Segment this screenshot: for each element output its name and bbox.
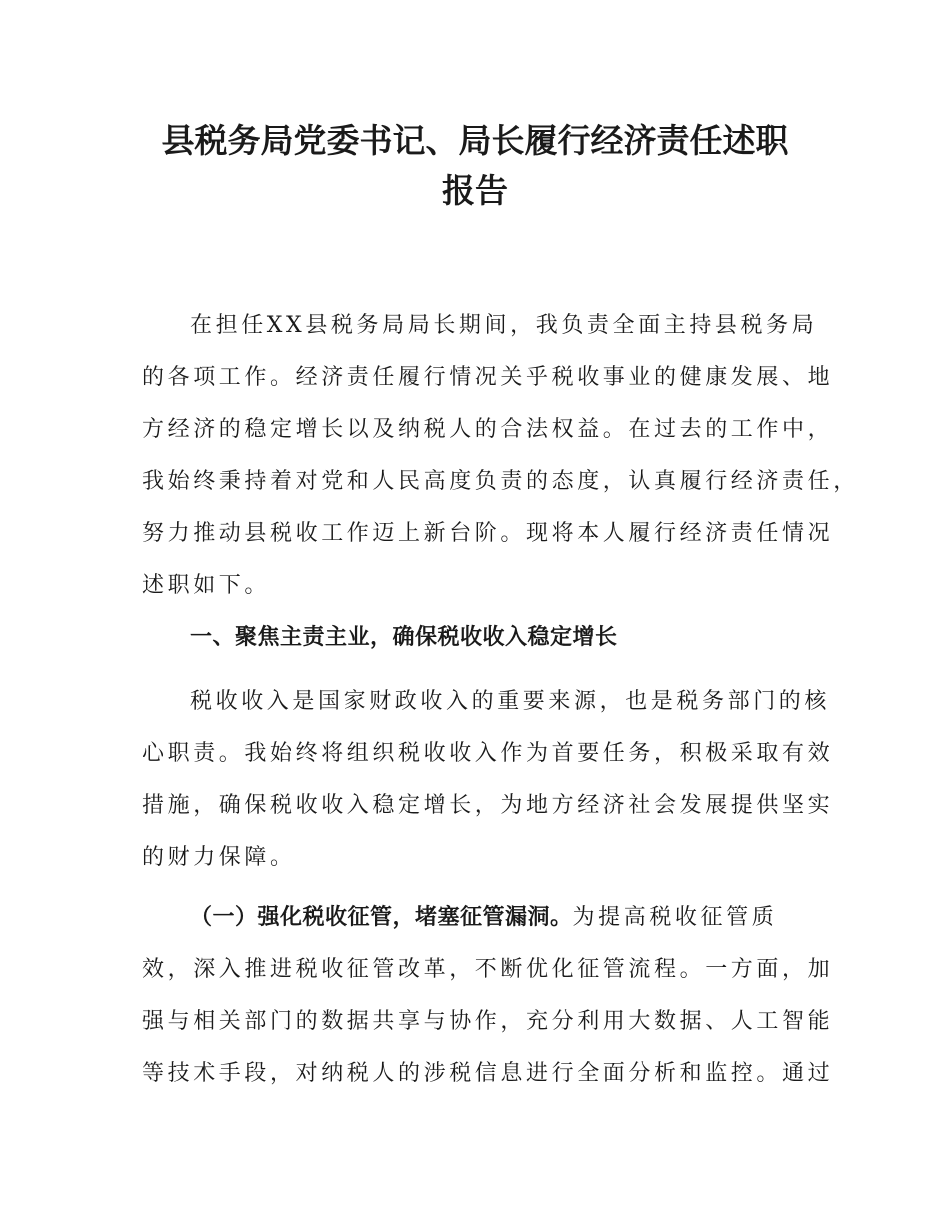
document-title-line-1: 县税务局党委书记、局长履行经济责任述职 <box>161 121 789 160</box>
paragraph-line: 等技术手段，对纳税人的涉税信息进行全面分析和监控。通过 <box>142 1061 834 1086</box>
intro-paragraph <box>142 300 859 612</box>
paragraph-line: 效，深入推进税收征管改革，不断优化征管流程。一方面，加 <box>142 957 834 982</box>
paragraph-line: 我始终秉持着对党和人民高度负责的态度，认真履行经济责任， <box>142 469 859 494</box>
paragraph-line: 方经济的稳定增长以及纳税人的合法权益。在过去的工作中， <box>142 417 834 442</box>
paragraph-line: 的各项工作。经济责任履行情况关乎税收事业的健康发展、地 <box>142 365 834 390</box>
subsection-paragraph <box>142 892 834 1100</box>
paragraph-line: 述职如下。 <box>142 573 271 598</box>
paragraph-line: 措施，确保税收收入稳定增长，为地方经济社会发展提供坚实 <box>142 793 834 818</box>
document-title-line-2: 报告 <box>442 171 508 210</box>
paragraph-line: 在担任XX县税务局局长期间，我负责全面主持县税务局 <box>190 313 818 338</box>
paragraph-line: 的财力保障。 <box>142 845 296 870</box>
paragraph-line: 强与相关部门的数据共享与协作，充分利用大数据、人工智能 <box>142 1009 834 1034</box>
paragraph-line: 心职责。我始终将组织税收收入作为首要任务，积极采取有效 <box>142 741 834 766</box>
paragraph-line: 税收收入是国家财政收入的重要来源，也是税务部门的核 <box>190 689 831 714</box>
section-paragraph <box>142 676 834 884</box>
subsection-heading: （一）强化税收征管，堵塞征管漏洞。 <box>190 905 573 930</box>
subsection-text-start: 为提高税收征管质 <box>572 905 778 930</box>
section-heading: 一、聚焦主责主业，确保税收收入稳定增长 <box>190 625 618 650</box>
paragraph-line: 努力推动县税收工作迈上新台阶。现将本人履行经济责任情况 <box>142 521 834 546</box>
paragraph-line <box>142 892 822 944</box>
